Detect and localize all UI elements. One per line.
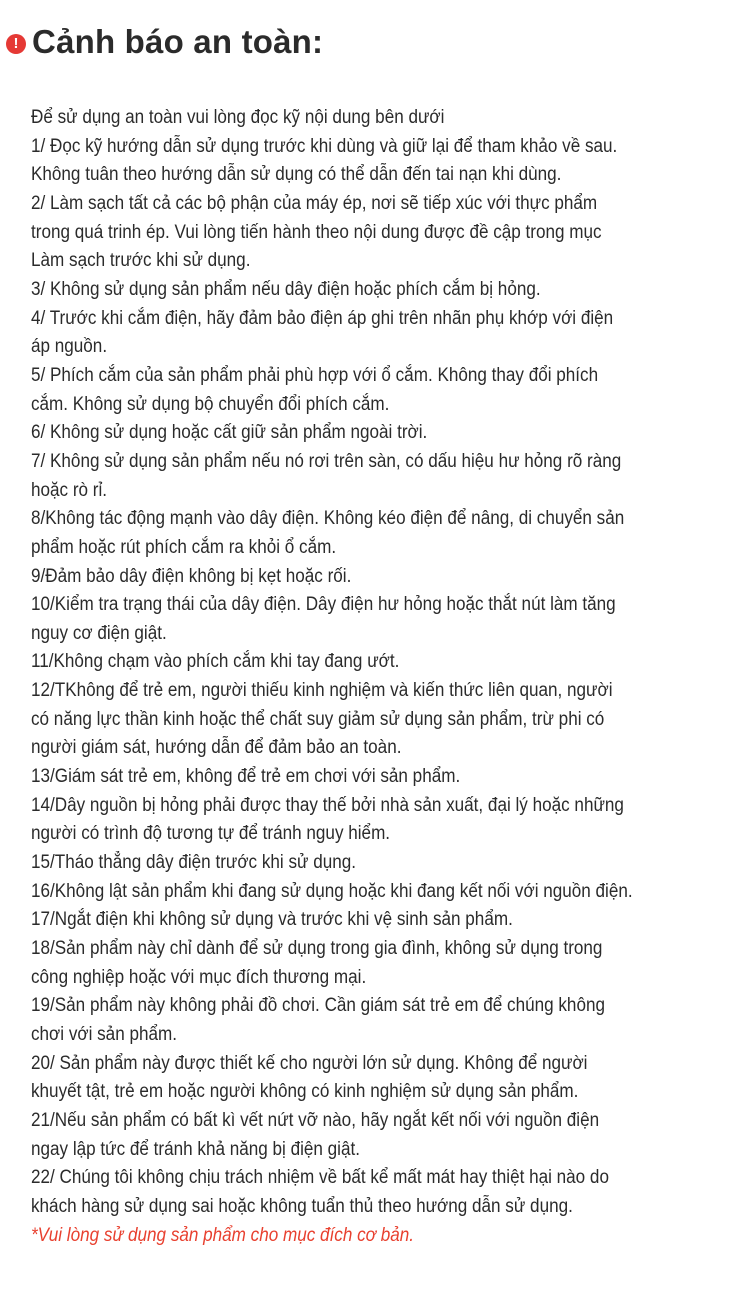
instruction-line: 10/Kiểm tra trạng thái của dây điện. Dây điện hư hỏng hoặc thắt nút làm tăng bbox=[31, 594, 616, 616]
instruction-line: 14/Dây nguồn bị hỏng phải được thay thế bởi nhà sản xuất, đại lý hoặc những bbox=[31, 794, 624, 816]
instruction-line: áp nguồn. bbox=[31, 336, 108, 358]
instruction-line: 16/Không lật sản phẩm khi đang sử dụng hoặc khi đang kết nối với nguồn điện. bbox=[31, 880, 633, 902]
instruction-line: phẩm hoặc rút phích cắm ra khỏi ổ cắm. bbox=[31, 536, 337, 558]
instruction-line: người có trình độ tương tự để tránh nguy hiểm. bbox=[31, 823, 391, 845]
instruction-line: 12/TKhông để trẻ em, người thiếu kinh nghiệm và kiến thức liên quan, người bbox=[31, 680, 613, 702]
instruction-line: Làm sạch trước khi sử dụng. bbox=[31, 250, 251, 272]
instruction-line: người giám sát, hướng dẫn để đảm bảo an toàn. bbox=[31, 737, 402, 759]
instruction-line: trong quá trinh ép. Vui lòng tiến hành theo nội dung được đề cập trong mục bbox=[31, 221, 602, 243]
instruction-line: 17/Ngắt điện khi không sử dụng và trước khi vệ sinh sản phẩm. bbox=[31, 909, 513, 931]
instruction-line: 21/Nếu sản phẩm có bất kì vết nứt vỡ nào, hãy ngắt kết nối với nguồn điện bbox=[31, 1109, 600, 1131]
instruction-line: ngay lập tức để tránh khả năng bị điện giật. bbox=[31, 1138, 360, 1160]
safety-instructions bbox=[31, 104, 747, 1250]
instruction-line: 18/Sản phẩm này chỉ dành để sử dụng trong gia đình, không sử dụng trong bbox=[31, 938, 603, 960]
instruction-line: 22/ Chúng tôi không chịu trách nhiệm về bất kể mất mát hay thiệt hại nào do bbox=[31, 1167, 609, 1189]
instruction-line: 20/ Sản phẩm này được thiết kế cho người lớn sử dụng. Không để người bbox=[31, 1052, 588, 1074]
instruction-line: 9/Đảm bảo dây điện không bị kẹt hoặc rối. bbox=[31, 565, 352, 587]
instruction-line: 13/Giám sát trẻ em, không để trẻ em chơi với sản phẩm. bbox=[31, 766, 461, 788]
instruction-line: 11/Không chạm vào phích cắm khi tay đang ướt. bbox=[31, 651, 400, 673]
instruction-line: 3/ Không sử dụng sản phẩm nếu dây điện hoặc phích cắm bị hỏng. bbox=[31, 278, 541, 300]
instruction-line: cắm. Không sử dụng bộ chuyển đổi phích cắm. bbox=[31, 393, 390, 415]
instruction-line: có năng lực thần kinh hoặc thể chất suy giảm sử dụng sản phẩm, trừ phi có bbox=[31, 708, 605, 730]
instruction-line: 1/ Đọc kỹ hướng dẫn sử dụng trước khi dùng và giữ lại để tham khảo về sau. bbox=[31, 135, 618, 157]
instruction-line: chơi với sản phẩm. bbox=[31, 1024, 177, 1045]
intro-line: Để sử dụng an toàn vui lòng đọc kỹ nội dung bên dưới bbox=[31, 107, 445, 128]
instruction-line: công nghiệp hoặc với mục đích thương mại. bbox=[31, 966, 367, 988]
instruction-line: 8/Không tác động mạnh vào dây điện. Không kéo điện để nâng, di chuyển sản bbox=[31, 508, 625, 530]
safety-warning-header bbox=[6, 18, 323, 66]
instruction-line: 5/ Phích cắm của sản phẩm phải phù hợp với ổ cắm. Không thay đổi phích bbox=[31, 364, 599, 386]
instruction-line: 15/Tháo thẳng dây điện trước khi sử dụng. bbox=[31, 852, 357, 874]
instruction-line: khách hàng sử dụng sai hoặc không tuẩn thủ theo hướng dẫn sử dụng. bbox=[31, 1195, 573, 1217]
instruction-line: 7/ Không sử dụng sản phẩm nếu nó rơi trên sàn, có dấu hiệu hư hỏng rõ ràng bbox=[31, 450, 622, 472]
instruction-line: khuyết tật, trẻ em hoặc người không có kinh nghiệm sử dụng sản phẩm. bbox=[31, 1081, 579, 1103]
page-title: Cảnh báo an toàn: bbox=[32, 23, 324, 60]
instruction-line: hoặc rò rỉ. bbox=[31, 479, 108, 501]
instruction-line: 6/ Không sử dụng hoặc cất giữ sản phẩm ngoài trời. bbox=[31, 422, 428, 444]
instruction-line: Không tuân theo hướng dẫn sử dụng có thể dẫn đến tai nạn khi dùng. bbox=[31, 164, 562, 186]
exclamation-icon: ! bbox=[6, 34, 26, 54]
instruction-line: 4/ Trước khi cắm điện, hãy đảm bảo điện áp ghi trên nhãn phụ khớp với điện bbox=[31, 307, 614, 329]
instruction-line: 19/Sản phẩm này không phải đồ chơi. Cần giám sát trẻ em để chúng không bbox=[31, 995, 605, 1017]
instruction-line: 2/ Làm sạch tất cả các bộ phận của máy ép, nơi sẽ tiếp xúc với thực phẩm bbox=[31, 192, 598, 214]
instruction-line: nguy cơ điện giật. bbox=[31, 622, 167, 644]
usage-note: *Vui lòng sử dụng sản phẩm cho mục đích cơ bản. bbox=[31, 1224, 415, 1246]
